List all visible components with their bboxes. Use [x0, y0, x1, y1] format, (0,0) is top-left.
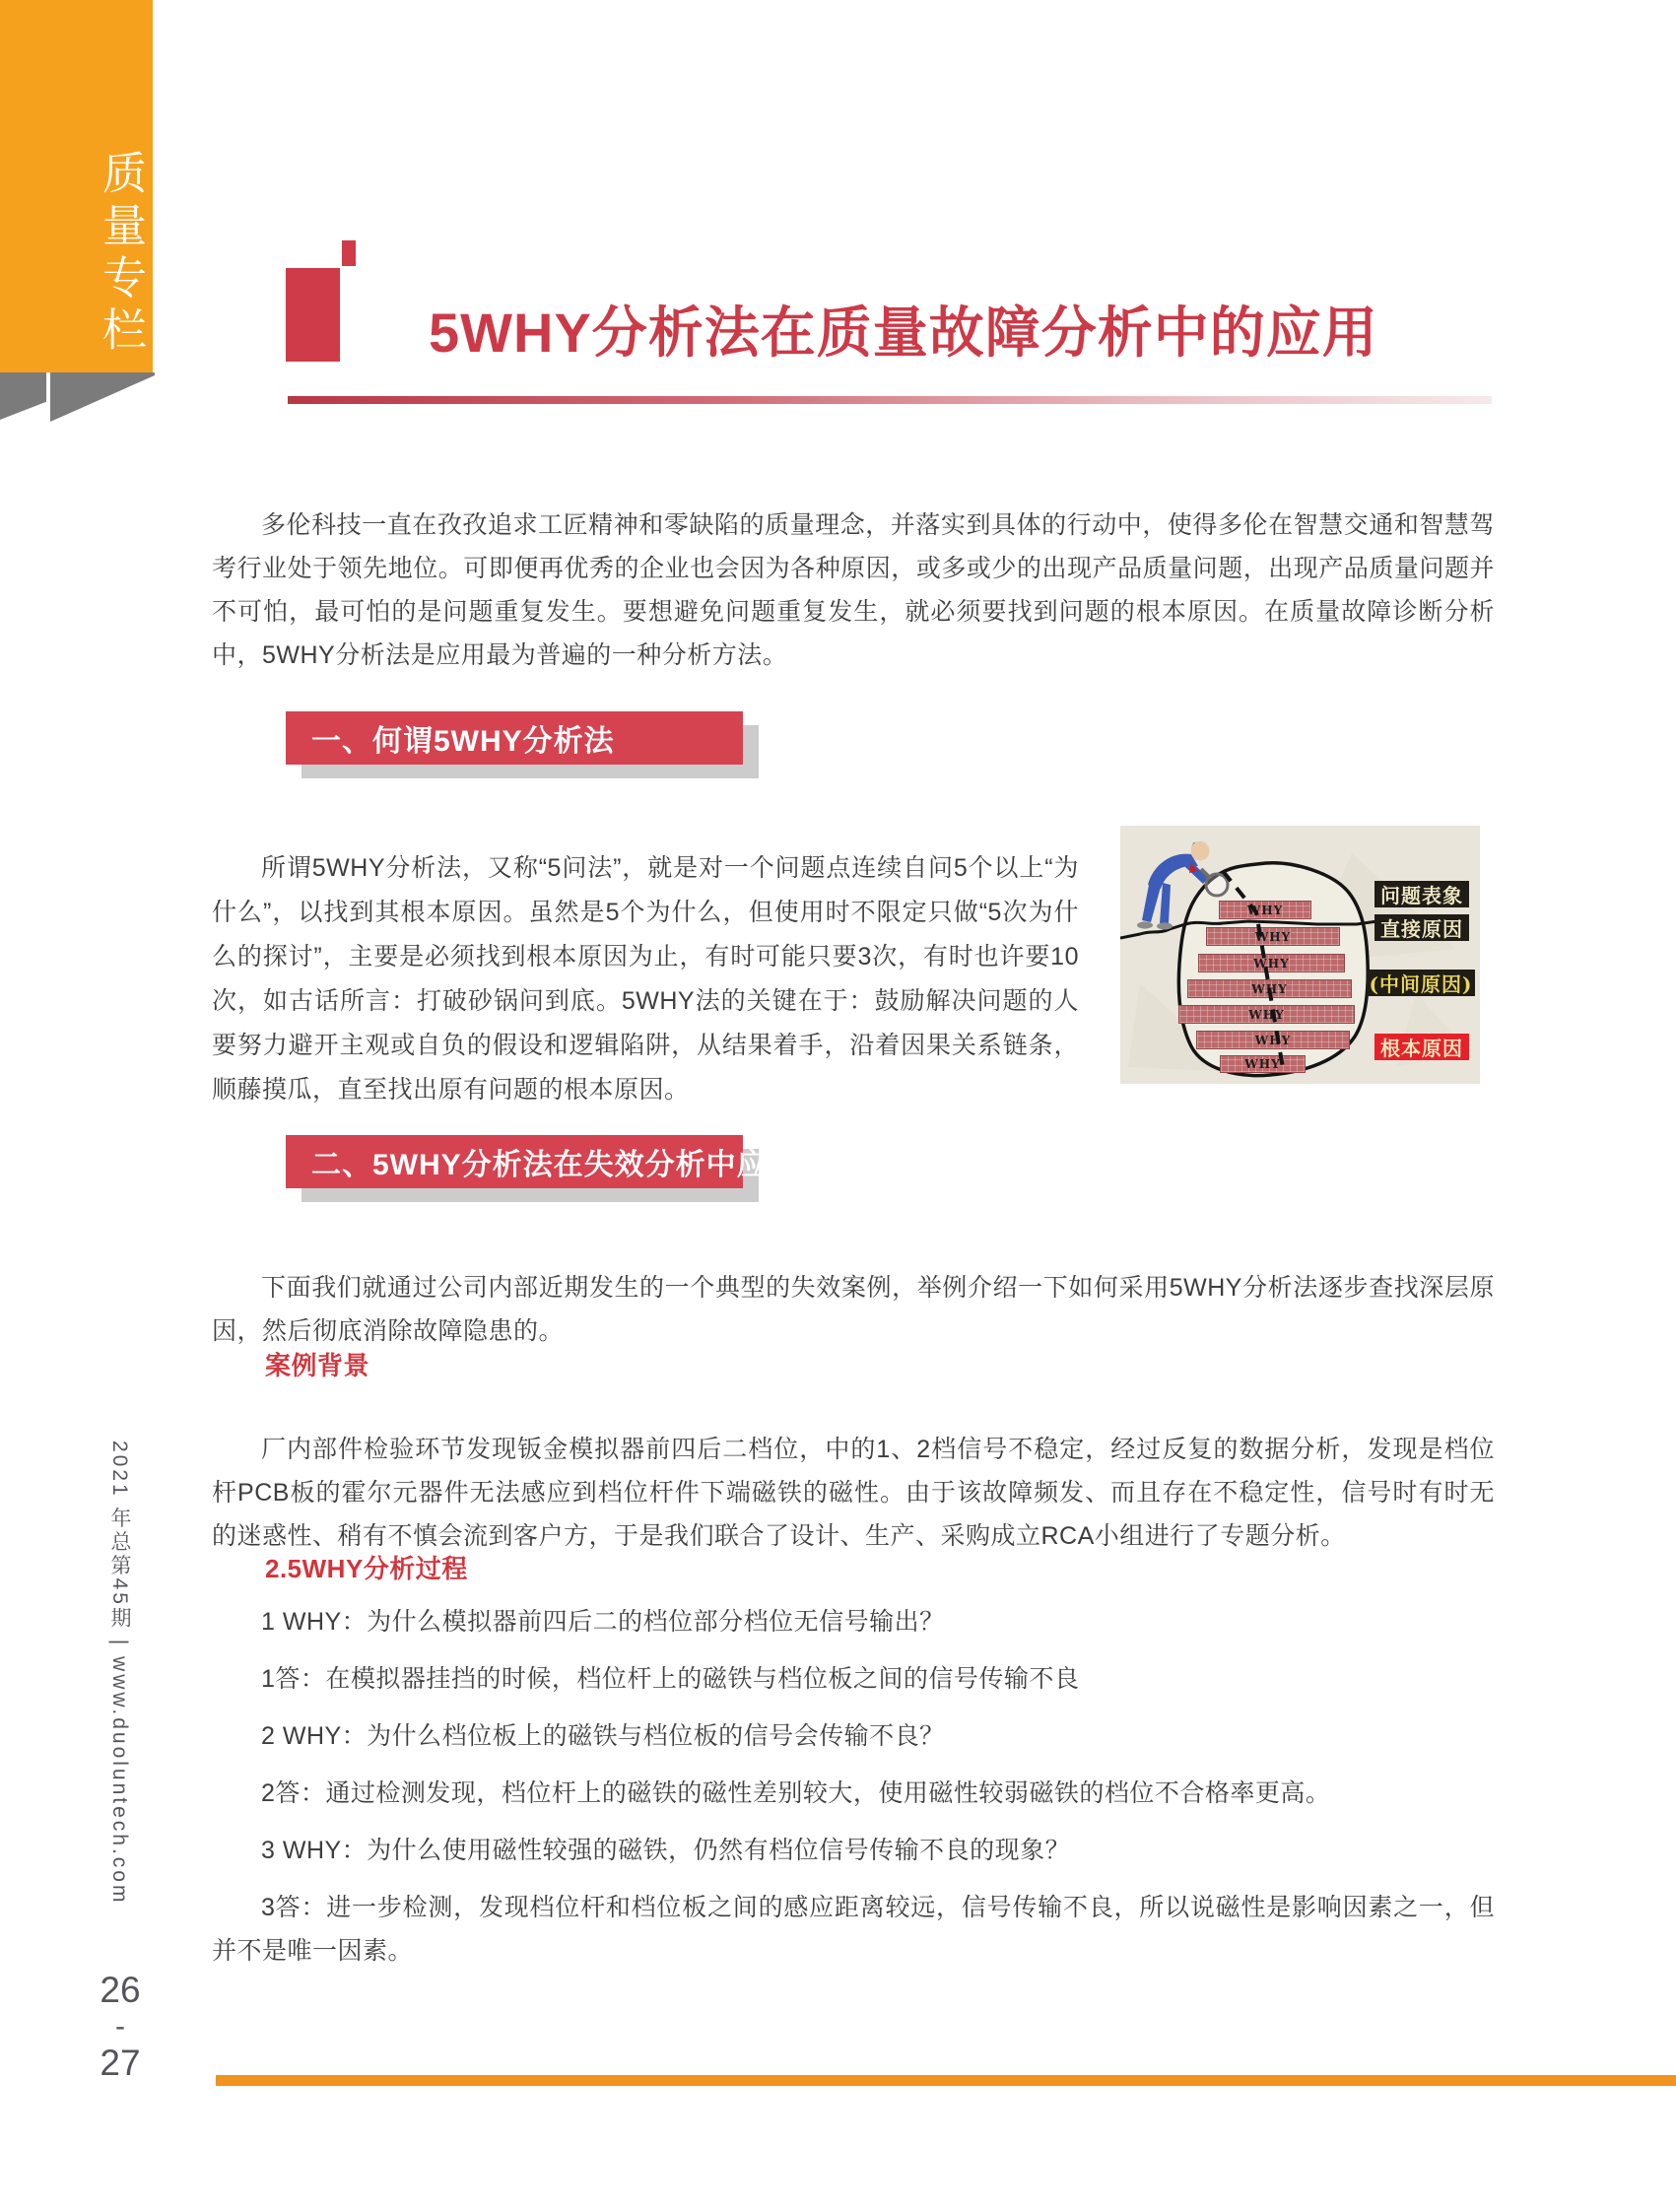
label-direct-cause: 直接原因: [1374, 914, 1469, 941]
title-decor-square-small: [342, 240, 356, 266]
column-label: 质量专栏: [96, 150, 146, 359]
label-root-cause: 根本原因: [1374, 1034, 1469, 1060]
issue-info-vertical: 2021 年总第45期 | www.duoluntech.com: [108, 1441, 131, 1906]
label-problem-surface: 问题表象: [1374, 881, 1469, 907]
qa-line-3: 2 WHY：为什么档位板上的磁铁与档位板的信号会传输不良？: [261, 1722, 945, 1750]
qa-line-2: 1答：在模拟器挂挡的时候，档位杆上的磁铁与档位板之间的信号传输不良: [261, 1665, 1080, 1693]
page-number-left: 26: [100, 1970, 141, 2010]
qa-line-5: 3 WHY：为什么使用磁性较强的磁铁，仍然有档位信号传输不良的现象？: [261, 1837, 1071, 1864]
why-bar-5: WHY: [1178, 1005, 1355, 1024]
iceberg-illustration: [1120, 826, 1480, 1084]
dashed-analysis-line: [1223, 871, 1283, 1068]
section2-lead: 下面我们就通过公司内部近期发生的一个典型的失效案例，举例介绍一下如何采用5WHY分析法逐步查找深层原因，然后彻底消除故障隐患的。: [212, 1274, 1495, 1345]
page-title: 5WHY分析法在质量故障分析中的应用: [429, 302, 1378, 364]
why-bar-1: WHY: [1219, 901, 1311, 919]
footer-accent-line: [216, 2075, 1676, 2086]
section2-heading-banner: 二、5WHY分析法在失效分析中应用实例: [286, 1135, 743, 1188]
page-number-right: 27: [100, 2043, 141, 2083]
why-bar-6: WHY: [1196, 1031, 1350, 1049]
label-middle-cause: (中间原因): [1367, 970, 1475, 996]
intro-paragraph: 多伦科技一直在孜孜追求工匠精神和零缺陷的质量理念，并落实到具体的行动中，使得多伦在智慧交通和智慧驾考行业处于领先地位。可即便再优秀的企业也会因为各种原因，或多或少的出现产品质量问题，出现产品质量问题并不可怕，最可怕的是问题重复发生。要想避免问题重复发生，就必须要找到问题的根本原因。在质量故障诊断分析中，5WHY分析法是应用最为普遍的一种分析方法。: [212, 511, 1495, 669]
title-decor-square-large: [286, 268, 340, 362]
why-bar-2: WHY: [1206, 927, 1340, 946]
ribbon-tail-right: [50, 372, 155, 422]
why-bar-7: WHY: [1220, 1055, 1306, 1073]
analysis-process-title: 2.5WHY分析过程: [265, 1554, 468, 1583]
qa-list: [212, 1600, 1495, 1986]
qa-line-1: 1 WHY：为什么模拟器前四后二的档位部分档位无信号输出？: [261, 1608, 945, 1636]
page-number-dash: -: [115, 2010, 125, 2043]
page-numbers: [93, 1967, 148, 2087]
case-background-title: 案例背景: [265, 1351, 370, 1380]
qa-line-4: 2答：通过检测发现，档位杆上的磁铁的磁性差别较大，使用磁性较弱磁铁的档位不合格率更高。: [261, 1779, 1331, 1807]
ribbon-tail-left: [0, 372, 46, 420]
qa-line-6: 3答：进一步检测，发现档位杆和档位板之间的感应距离较远，信号传输不良，所以说磁性是影响因素之一，但并不是唯一因素。: [212, 1894, 1495, 1965]
why-bar-4: WHY: [1187, 979, 1352, 998]
why-bar-3: WHY: [1198, 954, 1345, 972]
section1-body: 所谓5WHY分析法，又称“5问法”，就是对一个问题点连续自问5个以上“为什么”，以找到其根本原因。虽然是5个为什么，但使用时不限定只做“5次为什么的探讨”，主要是必须找到根本原因为止，有时可能只要3次，有时也许要10次，如古话所言：打破砂锅问到底。5WHY法的关键在于：鼓励解决问题的人要努力避开主观或自负的假设和逻辑陷阱，从结果着手，沿着因果关系链条，顺藤摸瓜，直至找出原有问题的根本原因。: [212, 854, 1079, 1104]
section1-heading-banner: 一、何谓5WHY分析法: [286, 711, 743, 765]
case-background-body: 厂内部件检验环节发现钣金模拟器前四后二档位，中的1、2档信号不稳定，经过反复的数据分析，发现是档位杆PCB板的霍尔元器件无法感应到档位杆件下端磁铁的磁性。由于该故障频发、而且存在不稳定性，信号时有时无的迷惑性、稍有不慎会流到客户方，于是我们联合了设计、生产、采购成立RCA小组进行了专题分析。: [212, 1436, 1495, 1550]
title-divider-gradient: [288, 396, 1492, 404]
